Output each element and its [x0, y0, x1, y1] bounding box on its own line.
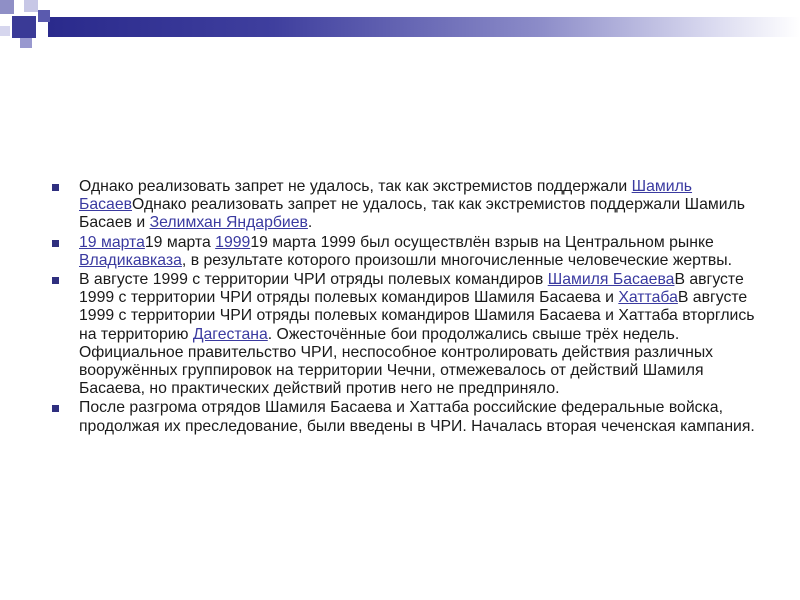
text-run: 19 марта 1999 был осуществлён взрыв на Центральном рынке: [250, 233, 714, 251]
decor-square: [38, 10, 50, 22]
bullet-list: [52, 178, 762, 436]
list-item: [52, 178, 762, 233]
text-run: , в результате которого произошли многочисленные человеческие жертвы.: [181, 251, 732, 269]
link-zelimkhan-yandarbiev[interactable]: Зелимхан Яндарбиев: [149, 214, 308, 232]
text-run: После разгрома отрядов Шамиля Басаева и Хаттаба российские федеральные войска, продолжая их преследование, были введены в ЧРИ. Началась вторая чеченская кампания.: [79, 399, 755, 435]
link-19-march[interactable]: 19 марта: [79, 233, 145, 251]
text-run: В августе 1999 с территории ЧРИ отряды полевых командиров Шамиля Басаева и Хаттаба вторглись на территорию: [79, 289, 755, 343]
square-bullet-icon: [52, 277, 59, 284]
text-run: 19 марта: [144, 233, 216, 251]
square-bullet-icon: [52, 240, 59, 247]
header-gradient-bar: [48, 17, 800, 37]
list-item: [52, 271, 762, 398]
decor-square: [0, 26, 10, 36]
slide-header-decoration: [0, 0, 800, 60]
link-shamil-basaev[interactable]: Шамиль Басаев: [79, 178, 693, 214]
link-vladikavkaz[interactable]: Владикавказа: [79, 251, 182, 269]
link-dagestan[interactable]: Дагестана: [192, 325, 268, 343]
text-run: .: [307, 214, 313, 232]
text-run: Однако реализовать запрет не удалось, так как экстремистов поддержали: [79, 178, 632, 195]
square-bullet-icon: [52, 184, 59, 191]
decor-square: [12, 16, 36, 38]
list-item: [52, 234, 762, 270]
list-item: [52, 399, 762, 435]
text-run: Однако реализовать запрет не удалось, так как экстремистов поддержали Шамиль Басаев и: [79, 196, 746, 232]
square-bullet-icon: [52, 405, 59, 412]
decor-square: [24, 0, 38, 12]
link-shamil-basaev-2[interactable]: Шамиля Басаева: [547, 271, 675, 289]
text-run: . Ожесточённые бои продолжались свыше трёх недель. Официальное правительство ЧРИ, неспособное контролировать действия различных вооружённых группировок на территории Чечни, отмежевалось от действий Шамиля Басаева, но практических действий против него не предприняло.: [79, 325, 714, 398]
link-khattab[interactable]: Хаттаба: [618, 289, 678, 307]
link-1999[interactable]: 1999: [215, 233, 251, 251]
slide-body: [52, 178, 762, 437]
text-run: В августе 1999 с территории ЧРИ отряды полевых командиров: [79, 271, 548, 289]
decor-square: [20, 38, 32, 48]
text-run: В августе 1999 с территории ЧРИ отряды полевых командиров Шамиля Басаева и: [79, 271, 744, 307]
decor-square: [0, 0, 14, 14]
